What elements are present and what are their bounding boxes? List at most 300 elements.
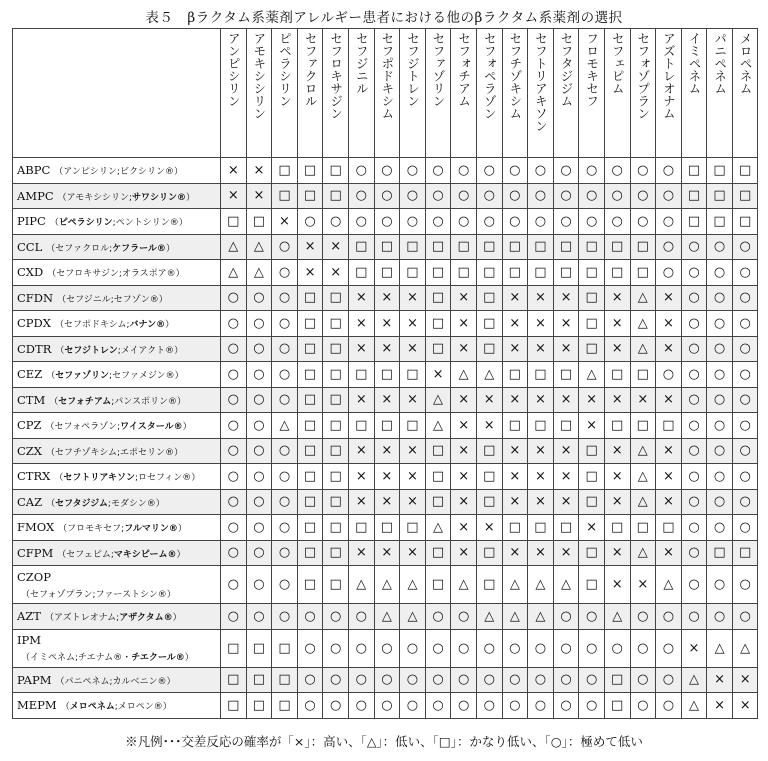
drug-name-post: ） <box>176 549 186 560</box>
drug-names <box>46 448 183 458</box>
drug-name-post: ） <box>177 524 187 535</box>
drug-names <box>54 167 183 177</box>
cross-reactivity-cell: □ <box>656 413 682 439</box>
cross-reactivity-cell: × <box>732 667 758 693</box>
cross-reactivity-cell: □ <box>374 362 400 388</box>
cross-reactivity-cell: △ <box>425 413 451 439</box>
cross-reactivity-cell: △ <box>502 604 528 630</box>
cross-reactivity-cell: △ <box>630 285 656 311</box>
cross-reactivity-cell: ○ <box>656 209 682 235</box>
cross-reactivity-cell: × <box>656 464 682 490</box>
cross-reactivity-cell: ○ <box>681 566 707 604</box>
column-header-label: セフェピム <box>610 32 626 95</box>
cross-reactivity-cell: ○ <box>502 209 528 235</box>
cross-reactivity-cell: □ <box>681 158 707 184</box>
cross-reactivity-cell: ○ <box>400 693 426 719</box>
cross-reactivity-cell: □ <box>323 566 349 604</box>
cross-reactivity-cell: ○ <box>656 183 682 209</box>
cross-reactivity-cell: ○ <box>425 183 451 209</box>
cross-reactivity-cell: ○ <box>272 260 298 286</box>
cross-reactivity-cell: ○ <box>604 629 630 667</box>
cross-reactivity-cell: ○ <box>272 285 298 311</box>
cross-reactivity-cell: □ <box>246 209 272 235</box>
cross-reactivity-cell: ○ <box>681 234 707 260</box>
cross-reactivity-cell: □ <box>323 464 349 490</box>
row-label <box>13 336 221 362</box>
drug-name-bold: マキシピーム® <box>113 549 177 560</box>
cross-reactivity-cell: □ <box>476 489 502 515</box>
cross-reactivity-cell: ○ <box>348 209 374 235</box>
cross-reactivity-cell: × <box>528 285 554 311</box>
cross-reactivity-cell: × <box>476 413 502 439</box>
cross-reactivity-cell: □ <box>297 362 323 388</box>
cross-reactivity-cell: □ <box>297 336 323 362</box>
drug-name-bold: バナン® <box>129 320 166 331</box>
column-header-label: セフトリアキソン <box>533 32 549 132</box>
cross-reactivity-cell: □ <box>604 362 630 388</box>
cross-reactivity-cell: × <box>528 336 554 362</box>
cross-reactivity-cell: □ <box>502 413 528 439</box>
cross-reactivity-cell: ○ <box>579 693 605 719</box>
drug-names <box>56 677 176 687</box>
drug-names <box>55 320 174 330</box>
cross-reactivity-cell: □ <box>579 438 605 464</box>
drug-names <box>54 473 200 483</box>
cross-reactivity-cell: ○ <box>707 387 733 413</box>
cross-reactivity-cell: × <box>451 515 477 541</box>
cross-reactivity-cell: ○ <box>502 693 528 719</box>
cross-reactivity-cell: □ <box>707 209 733 235</box>
cross-reactivity-cell: ○ <box>400 158 426 184</box>
cross-reactivity-cell: □ <box>630 515 656 541</box>
column-header-label: セフポドキシム <box>379 32 395 120</box>
cross-reactivity-cell: × <box>476 515 502 541</box>
cross-reactivity-cell: □ <box>246 629 272 667</box>
cross-reactivity-cell: ○ <box>272 515 298 541</box>
cross-reactivity-cell: × <box>451 540 477 566</box>
drug-name-bold: セフォチアム <box>58 396 112 407</box>
drug-abbreviation: CZX <box>17 443 42 458</box>
drug-name-post: ;モダシン®） <box>107 498 165 509</box>
cross-reactivity-cell: □ <box>323 336 349 362</box>
row-label <box>13 438 221 464</box>
cross-reactivity-cell: × <box>246 183 272 209</box>
cross-reactivity-cell: ○ <box>656 693 682 719</box>
cross-reactivity-cell: ○ <box>707 489 733 515</box>
cross-reactivity-cell: □ <box>476 540 502 566</box>
cross-reactivity-cell: □ <box>604 667 630 693</box>
cross-reactivity-cell: × <box>400 311 426 337</box>
column-header-label: セファゾリン <box>431 32 447 107</box>
cross-reactivity-cell: ○ <box>348 667 374 693</box>
cross-reactivity-cell: ○ <box>297 667 323 693</box>
cross-reactivity-cell: □ <box>502 260 528 286</box>
cross-reactivity-cell: □ <box>297 438 323 464</box>
cross-reactivity-cell: □ <box>502 515 528 541</box>
cross-reactivity-cell: □ <box>707 183 733 209</box>
cross-reactivity-cell: △ <box>476 362 502 388</box>
cross-reactivity-cell: □ <box>553 260 579 286</box>
cross-reactivity-cell: □ <box>221 209 247 235</box>
drug-abbreviation: AZT <box>17 609 41 624</box>
cross-reactivity-cell: ○ <box>246 604 272 630</box>
cross-reactivity-cell: × <box>221 183 247 209</box>
cross-reactivity-cell: ○ <box>297 604 323 630</box>
cross-reactivity-cell: × <box>374 464 400 490</box>
cross-reactivity-cell: □ <box>630 260 656 286</box>
cross-reactivity-cell: × <box>374 336 400 362</box>
cross-reactivity-cell: × <box>323 234 349 260</box>
cross-reactivity-cell: ○ <box>553 158 579 184</box>
cross-reactivity-cell: ○ <box>553 604 579 630</box>
drug-name-pre: （ <box>54 473 64 484</box>
cross-reactivity-cell: □ <box>323 285 349 311</box>
cross-reactivity-cell: △ <box>374 604 400 630</box>
drug-name-pre: （イミペネム;チエナム®・ <box>21 653 132 663</box>
cross-reactivity-cell: × <box>502 387 528 413</box>
cross-reactivity-cell: ○ <box>451 693 477 719</box>
drug-name-post: ） <box>186 192 196 203</box>
cross-reactivity-cell: □ <box>579 260 605 286</box>
cross-reactivity-cell: □ <box>221 667 247 693</box>
drug-name-post: ;セファメジン®） <box>109 371 184 382</box>
cross-reactivity-cell: ○ <box>707 336 733 362</box>
cross-reactivity-cell: ○ <box>681 336 707 362</box>
cross-reactivity-cell: □ <box>348 413 374 439</box>
cross-reactivity-cell: ○ <box>425 209 451 235</box>
row-label <box>13 209 221 235</box>
cross-reactivity-cell: ○ <box>579 183 605 209</box>
cross-reactivity-cell: □ <box>297 413 323 439</box>
row-label <box>13 311 221 337</box>
cross-reactivity-cell: × <box>553 336 579 362</box>
cross-reactivity-cell: × <box>348 489 374 515</box>
cross-reactivity-cell: × <box>451 285 477 311</box>
column-header-label: パニペネム <box>712 32 728 95</box>
cross-reactivity-cell: × <box>272 209 298 235</box>
row-label <box>13 158 221 184</box>
cross-reactivity-cell: × <box>451 489 477 515</box>
drug-name-post: ） <box>165 320 175 331</box>
cross-reactivity-cell: □ <box>553 515 579 541</box>
cross-reactivity-cell: □ <box>604 413 630 439</box>
cross-reactivity-cell: □ <box>553 362 579 388</box>
cross-reactivity-cell: □ <box>425 438 451 464</box>
cross-reactivity-cell: □ <box>528 515 554 541</box>
cross-reactivity-cell: □ <box>579 311 605 337</box>
column-header-label: ピペラシリン <box>277 32 293 107</box>
cross-reactivity-cell: ○ <box>451 629 477 667</box>
cross-reactivity-cell: ○ <box>400 629 426 667</box>
cross-reactivity-cell: △ <box>681 667 707 693</box>
row-label <box>13 489 221 515</box>
cross-reactivity-cell: ○ <box>323 629 349 667</box>
cross-reactivity-cell: ○ <box>476 158 502 184</box>
cross-reactivity-cell: □ <box>297 387 323 413</box>
cross-reactivity-cell: ○ <box>323 604 349 630</box>
cross-reactivity-cell: □ <box>604 234 630 260</box>
table-row <box>13 413 758 439</box>
cross-reactivity-cell: △ <box>272 413 298 439</box>
cross-reactivity-cell: □ <box>553 234 579 260</box>
drug-name-bold: メロペネム <box>69 702 115 713</box>
drug-name-pre: （セフチゾキシム;エポセリン®） <box>45 447 184 458</box>
cross-reactivity-cell: □ <box>297 515 323 541</box>
cross-reactivity-cell: ○ <box>579 604 605 630</box>
cross-reactivity-cell: × <box>553 489 579 515</box>
cross-reactivity-cell: ○ <box>579 209 605 235</box>
drug-name-post: ;パンスポリン®） <box>111 396 186 407</box>
cross-reactivity-cell: □ <box>476 464 502 490</box>
cross-reactivity-cell: □ <box>323 489 349 515</box>
column-header-label: セフジニル <box>354 32 370 95</box>
column-header-label: セフォゾプラン <box>635 32 651 120</box>
row-label <box>13 667 221 693</box>
cross-reactivity-cell: × <box>604 311 630 337</box>
cross-reactivity-cell: ○ <box>476 693 502 719</box>
cross-reactivity-cell: ○ <box>297 629 323 667</box>
cross-reactivity-cell: □ <box>528 413 554 439</box>
cross-reactivity-cell: △ <box>630 311 656 337</box>
cross-reactivity-cell: ○ <box>732 413 758 439</box>
legend: ※凡例･･･交差反応の確率が「×」：高い、「△」：低い、「□」：かなり低い、「○」：極めて低い <box>125 734 643 749</box>
cross-reactivity-cell: ○ <box>681 260 707 286</box>
cross-reactivity-cell: ○ <box>476 629 502 667</box>
cross-reactivity-cell: ○ <box>681 387 707 413</box>
cross-reactivity-cell: □ <box>579 464 605 490</box>
cross-reactivity-cell: ○ <box>681 285 707 311</box>
cross-reactivity-cell: □ <box>451 260 477 286</box>
cross-reactivity-cell: □ <box>297 311 323 337</box>
table-row <box>13 566 758 604</box>
cross-reactivity-cell: × <box>221 158 247 184</box>
cross-reactivity-cell: □ <box>656 515 682 541</box>
cross-reactivity-cell: × <box>604 540 630 566</box>
cross-reactivity-cell: ○ <box>656 604 682 630</box>
cross-reactivity-cell: × <box>323 260 349 286</box>
drug-name-pre: （アズトレオナム; <box>44 613 120 624</box>
cross-reactivity-cell: ○ <box>528 667 554 693</box>
drug-names <box>46 499 165 509</box>
cross-reactivity-cell: □ <box>528 260 554 286</box>
cross-reactivity-cell: □ <box>400 362 426 388</box>
cross-reactivity-cell: □ <box>681 209 707 235</box>
cross-reactivity-cell: □ <box>553 413 579 439</box>
column-header <box>681 29 707 158</box>
cross-reactivity-cell: ○ <box>246 311 272 337</box>
cross-reactivity-cell: ○ <box>579 667 605 693</box>
cross-reactivity-cell: × <box>502 438 528 464</box>
cross-reactivity-cell: △ <box>579 362 605 388</box>
drug-abbreviation: CZOP <box>17 569 51 584</box>
cross-reactivity-cell: □ <box>272 158 298 184</box>
cross-reactivity-cell: ○ <box>246 438 272 464</box>
drug-abbreviation: CAZ <box>17 494 43 509</box>
cross-reactivity-cell: × <box>400 387 426 413</box>
table-row <box>13 336 758 362</box>
cross-reactivity-cell: □ <box>272 183 298 209</box>
cross-reactivity-cell: ○ <box>707 413 733 439</box>
drug-name-bold: ワイスタール® <box>120 422 183 433</box>
cross-reactivity-cell: □ <box>732 183 758 209</box>
cross-reactivity-cell: ○ <box>502 158 528 184</box>
cross-reactivity-cell: × <box>348 464 374 490</box>
row-label <box>13 234 221 260</box>
cross-reactivity-cell: △ <box>502 566 528 604</box>
cross-reactivity-cell: △ <box>374 566 400 604</box>
column-header <box>400 29 426 158</box>
cross-reactivity-cell: ○ <box>246 336 272 362</box>
drug-name-pre: （フロモキセフ; <box>58 524 125 535</box>
cross-reactivity-cell: × <box>528 489 554 515</box>
cross-reactivity-cell: × <box>348 285 374 311</box>
cross-reactivity-cell: △ <box>732 629 758 667</box>
cross-reactivity-cell: ○ <box>476 667 502 693</box>
cross-reactivity-cell: □ <box>579 540 605 566</box>
column-header-label: セフタジジム <box>559 32 575 107</box>
drug-name-bold: フルマリン® <box>124 524 178 535</box>
drug-name-pre: （ <box>49 396 59 407</box>
cross-reactivity-cell: △ <box>630 438 656 464</box>
table-row <box>13 387 758 413</box>
cross-reactivity-cell: ○ <box>502 667 528 693</box>
cross-reactivity-cell: ○ <box>246 413 272 439</box>
drug-abbreviation: CTRX <box>17 469 51 484</box>
cross-reactivity-cell: ○ <box>348 158 374 184</box>
cross-reactivity-cell: × <box>400 540 426 566</box>
cross-reactivity-cell: ○ <box>732 285 758 311</box>
drug-name-post: ;ロセフィン®） <box>134 473 201 484</box>
cross-reactivity-cell: ○ <box>732 464 758 490</box>
cross-reactivity-cell: □ <box>476 260 502 286</box>
cross-reactivity-cell: ○ <box>681 311 707 337</box>
cross-reactivity-cell: ○ <box>221 387 247 413</box>
cross-reactivity-cell: ○ <box>374 183 400 209</box>
cross-reactivity-cell: □ <box>323 540 349 566</box>
cross-reactivity-cell: □ <box>400 260 426 286</box>
cross-reactivity-cell: △ <box>221 234 247 260</box>
cross-reactivity-cell: × <box>348 540 374 566</box>
drug-abbreviation: CFPM <box>17 545 54 560</box>
cross-reactivity-cell: △ <box>553 566 579 604</box>
cross-reactivity-cell: × <box>732 693 758 719</box>
drug-name-bold: セフタジジム <box>55 498 108 509</box>
cross-reactivity-cell: ○ <box>400 667 426 693</box>
cross-reactivity-cell: □ <box>374 413 400 439</box>
cross-reactivity-cell: □ <box>707 158 733 184</box>
cross-reactivity-cell: ○ <box>272 604 298 630</box>
cross-reactivity-cell: × <box>553 285 579 311</box>
drug-name-post: ;メイアクト®） <box>117 345 184 356</box>
drug-names <box>21 650 216 663</box>
cross-reactivity-cell: □ <box>425 311 451 337</box>
cross-reactivity-cell: ○ <box>656 362 682 388</box>
cross-reactivity-cell: × <box>604 489 630 515</box>
cross-reactivity-cell: × <box>374 387 400 413</box>
cross-reactivity-cell: □ <box>579 234 605 260</box>
cross-reactivity-cell: ○ <box>553 629 579 667</box>
table-title: 表５ βラクタム系薬剤アレルギー患者における他のβラクタム系薬剤の選択 <box>145 10 623 26</box>
cross-reactivity-cell: □ <box>476 285 502 311</box>
cross-reactivity-cell: ○ <box>707 311 733 337</box>
cross-reactivity-cell: ○ <box>272 540 298 566</box>
cross-reactivity-cell: □ <box>579 566 605 604</box>
drug-name-post: ） <box>172 613 182 624</box>
drug-name-bold: セフトリアキソン <box>63 473 135 484</box>
row-label <box>13 629 221 667</box>
cross-reactivity-cell: □ <box>528 234 554 260</box>
cross-reactivity-cell: ○ <box>348 693 374 719</box>
drug-name-bold: ケフラール® <box>112 243 166 254</box>
cross-reactivity-cell: △ <box>707 629 733 667</box>
cross-reactivity-cell: ○ <box>323 667 349 693</box>
cross-reactivity-cell: ○ <box>732 489 758 515</box>
cross-reactivity-cell: × <box>604 285 630 311</box>
cross-reactivity-cell: ○ <box>681 489 707 515</box>
cross-reactivity-cell: ○ <box>246 387 272 413</box>
table-row <box>13 540 758 566</box>
cross-reactivity-cell: ○ <box>732 438 758 464</box>
drug-names <box>47 269 184 279</box>
cross-reactivity-cell: □ <box>630 362 656 388</box>
cross-reactivity-cell: ○ <box>732 311 758 337</box>
cross-reactivity-cell: □ <box>374 515 400 541</box>
cross-reactivity-cell: × <box>553 540 579 566</box>
cross-reactivity-cell: ○ <box>425 629 451 667</box>
cross-reactivity-cell: □ <box>221 629 247 667</box>
cross-reactivity-cell: ○ <box>272 438 298 464</box>
cross-reactivity-cell: △ <box>451 566 477 604</box>
cross-reactivity-cell: ○ <box>732 234 758 260</box>
table-row <box>13 362 758 388</box>
drug-names <box>46 244 175 254</box>
column-header <box>502 29 528 158</box>
cross-reactivity-cell: × <box>400 464 426 490</box>
drug-abbreviation: AMPC <box>17 188 54 203</box>
cross-reactivity-cell: ○ <box>246 515 272 541</box>
cross-reactivity-cell: ○ <box>732 362 758 388</box>
cross-reactivity-cell: ○ <box>425 604 451 630</box>
cross-reactivity-cell: × <box>502 311 528 337</box>
drug-abbreviation: CXD <box>17 265 44 280</box>
column-header-label: メロペネム <box>738 32 754 95</box>
column-header <box>476 29 502 158</box>
cross-reactivity-cell: ○ <box>732 566 758 604</box>
cross-reactivity-cell: ○ <box>553 183 579 209</box>
cross-reactivity-cell: □ <box>323 183 349 209</box>
cross-reactivity-cell: □ <box>604 260 630 286</box>
cross-reactivity-cell: × <box>502 285 528 311</box>
cross-reactivity-cell: □ <box>579 489 605 515</box>
cross-reactivity-cell: △ <box>630 489 656 515</box>
cross-reactivity-cell: □ <box>604 693 630 719</box>
cross-reactivity-cell: ○ <box>604 183 630 209</box>
cross-reactivity-cell: ○ <box>476 209 502 235</box>
cross-reactivity-cell: △ <box>528 604 554 630</box>
cross-reactivity-cell: ○ <box>656 260 682 286</box>
table-row <box>13 285 758 311</box>
table-row <box>13 629 758 667</box>
cross-reactivity-cell: × <box>707 693 733 719</box>
drug-abbreviation: CPZ <box>17 418 42 433</box>
cross-reactivity-cell: ○ <box>451 183 477 209</box>
cross-reactivity-cell: ○ <box>732 260 758 286</box>
cross-reactivity-cell: ○ <box>681 515 707 541</box>
table-row <box>13 183 758 209</box>
cross-reactivity-cell: ○ <box>323 209 349 235</box>
cross-reactivity-cell: ○ <box>732 387 758 413</box>
drug-name-bold: ピペラシリン <box>58 218 113 229</box>
